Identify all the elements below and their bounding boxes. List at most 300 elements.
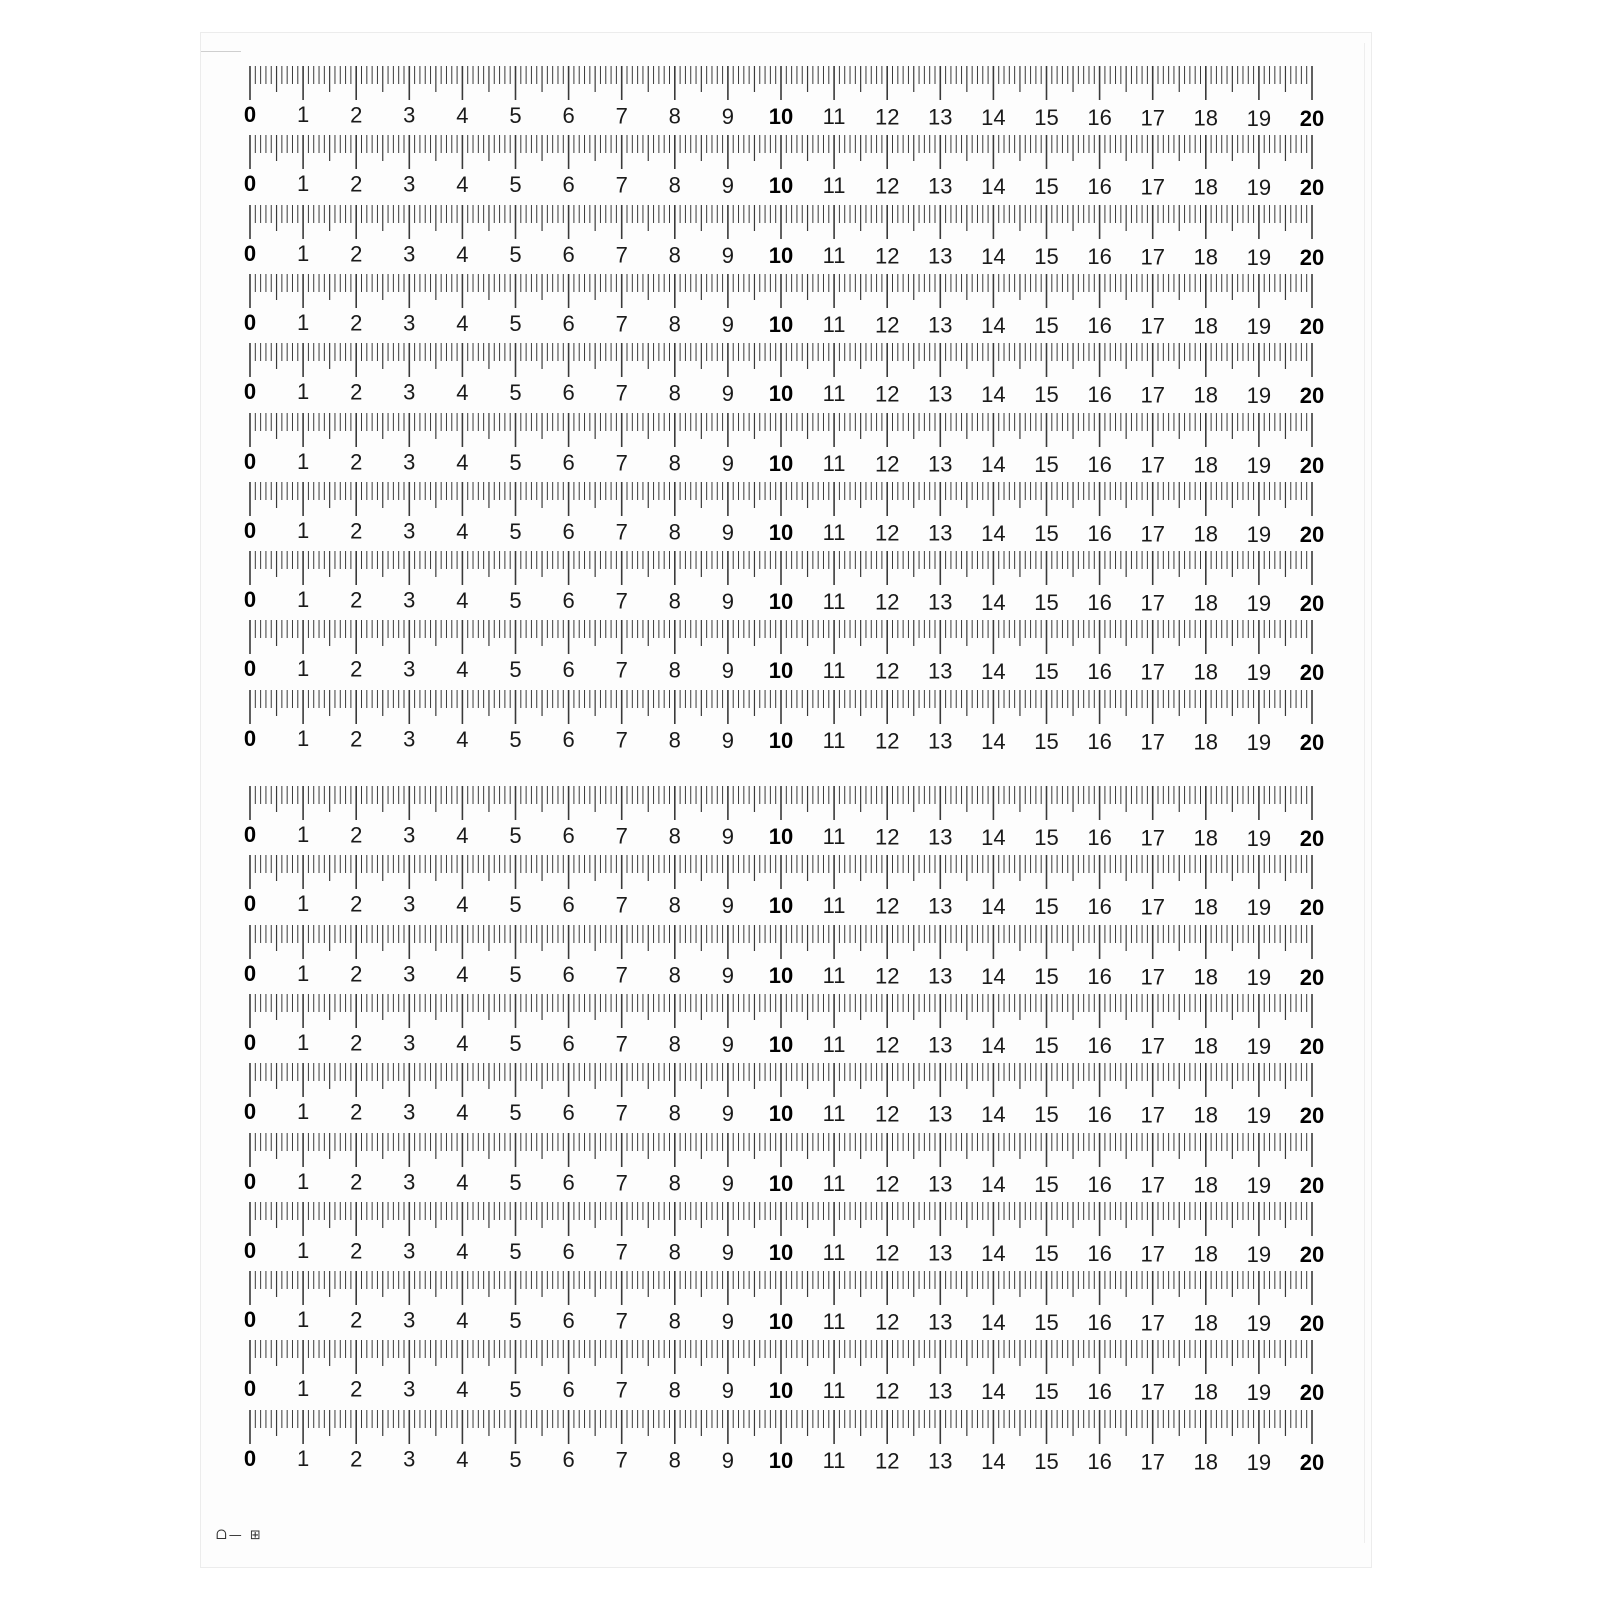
ruler-tick-label: 14: [981, 824, 1006, 850]
ruler: [0, 135, 1600, 205]
ruler-tick-label: 13: [928, 589, 953, 615]
ruler-tick-label: 9: [721, 1031, 735, 1057]
ruler-tick-label: 5: [509, 380, 522, 406]
ruler-tick-label: 9: [721, 103, 735, 129]
ruler-scale: [0, 205, 1600, 275]
ruler-tick-label: 11: [822, 1378, 846, 1404]
ruler-tick-label: 20: [1299, 591, 1325, 617]
ruler-tick-label: 15: [1034, 243, 1059, 269]
ruler-tick-label: 11: [822, 519, 846, 545]
ruler-tick-label: 3: [403, 1238, 416, 1264]
ruler-tick-label: 4: [456, 892, 469, 918]
ruler-tick-label: 7: [615, 657, 628, 683]
ruler-tick-label: 17: [1140, 659, 1165, 685]
ruler-tick-label: 10: [768, 104, 794, 129]
ruler-tick-label: 20: [1299, 1033, 1325, 1059]
ruler-tick-label: 15: [1034, 590, 1059, 616]
ruler-tick-label: 1: [296, 1445, 310, 1471]
ruler-tick-label: 6: [562, 241, 575, 267]
ruler-tick-label: 20: [1299, 106, 1325, 131]
ruler-tick-label: 0: [243, 1168, 257, 1194]
ruler-tick-label: 4: [456, 587, 469, 613]
ruler-tick-label: 10: [768, 311, 794, 337]
ruler-tick-label: 8: [668, 727, 681, 753]
ruler-tick-label: 19: [1246, 1380, 1272, 1406]
ruler-tick-label: 8: [668, 892, 681, 918]
ruler: [0, 1202, 1600, 1272]
ruler-tick-label: 10: [768, 1309, 794, 1335]
ruler: [0, 482, 1600, 552]
ruler-tick-label: 8: [668, 450, 681, 476]
ruler-tick-label: 1: [296, 1099, 310, 1125]
ruler-tick-label: 7: [615, 1031, 628, 1057]
ruler-tick-label: 9: [721, 173, 735, 199]
ruler-tick-label: 13: [928, 451, 953, 477]
ruler-tick-label: 19: [1246, 895, 1272, 921]
ruler-tick-label: 5: [509, 657, 522, 683]
ruler-tick-label: 2: [350, 171, 363, 197]
ruler-tick-label: 0: [243, 656, 257, 682]
ruler: [0, 343, 1600, 413]
ruler-tick-label: 5: [509, 726, 522, 752]
ruler-tick-label: 2: [350, 310, 363, 336]
ruler-tick-label: 4: [456, 1099, 469, 1125]
ruler-scale: [0, 1202, 1600, 1272]
ruler-tick-label: 6: [562, 1308, 575, 1334]
ruler-tick-label: 17: [1140, 590, 1165, 616]
ruler-tick-label: 12: [874, 962, 900, 988]
ruler-tick-label: 3: [403, 379, 416, 405]
ruler-tick-label: 8: [668, 823, 681, 849]
ruler-tick-label: 12: [874, 381, 900, 407]
ruler-tick-label: 4: [456, 518, 469, 544]
ruler-tick-label: 3: [403, 102, 416, 128]
ruler-tick-label: 19: [1246, 590, 1272, 616]
ruler-tick-label: 19: [1246, 1033, 1272, 1059]
ruler: [0, 1063, 1600, 1133]
ruler-tick-label: 0: [243, 171, 257, 197]
ruler-tick-label: 11: [822, 824, 846, 850]
ruler-tick-label: 19: [1246, 452, 1272, 478]
ruler-tick-label: 4: [456, 379, 469, 405]
ruler-tick-label: 0: [243, 1445, 257, 1471]
ruler-tick-label: 10: [768, 1239, 794, 1265]
ruler-tick-label: 14: [981, 451, 1006, 477]
ruler-tick-label: 14: [981, 1379, 1006, 1405]
ruler-tick-label: 20: [1299, 1449, 1325, 1475]
ruler-tick-label: 3: [403, 171, 416, 197]
ruler-tick-label: 20: [1299, 1241, 1325, 1267]
ruler-tick-label: 20: [1299, 895, 1325, 921]
ruler-tick-label: 13: [928, 104, 953, 130]
ruler-tick-label: 13: [928, 1448, 953, 1474]
ruler-tick-label: 13: [928, 1101, 953, 1127]
ruler-tick-label: 6: [562, 1100, 575, 1126]
ruler-tick-label: 0: [243, 240, 257, 266]
ruler-tick-label: 10: [768, 962, 794, 988]
ruler-tick-label: 13: [928, 1032, 953, 1058]
ruler-tick-label: 15: [1034, 1032, 1059, 1058]
ruler-tick-label: 0: [243, 1029, 257, 1055]
ruler-tick-label: 17: [1140, 105, 1165, 131]
ruler-tick-label: 16: [1087, 520, 1112, 546]
ruler-tick-label: 7: [615, 449, 628, 475]
ruler: [0, 1133, 1600, 1203]
ruler-tick-label: 13: [928, 728, 953, 754]
ruler-tick-label: 2: [350, 1307, 363, 1333]
ruler-tick-label: 10: [768, 1378, 794, 1404]
ruler-tick-label: 3: [403, 518, 416, 544]
ruler-tick-label: 5: [509, 241, 522, 267]
ruler-tick-label: 18: [1193, 244, 1219, 270]
ruler-tick-label: 10: [768, 824, 794, 849]
ruler-tick-label: 14: [981, 894, 1006, 920]
ruler-tick-label: 18: [1193, 521, 1219, 547]
ruler-scale: [0, 994, 1600, 1064]
ruler-tick-label: 4: [456, 102, 469, 128]
ruler-tick-label: 16: [1087, 963, 1112, 989]
ruler-scale: [0, 1271, 1600, 1341]
ruler-tick-label: 6: [562, 311, 575, 337]
ruler-tick-label: 20: [1299, 1103, 1325, 1129]
ruler-tick-label: 14: [981, 243, 1006, 269]
ruler-tick-label: 12: [874, 1378, 900, 1404]
ruler-tick-label: 6: [562, 1031, 575, 1057]
ruler-tick-label: 15: [1034, 894, 1059, 920]
ruler-tick-label: 4: [456, 961, 469, 987]
ruler-tick-label: 17: [1140, 963, 1165, 989]
ruler-tick-label: 16: [1087, 1448, 1112, 1474]
ruler-tick-label: 10: [768, 893, 794, 919]
ruler-scale: [0, 855, 1600, 925]
ruler-tick-label: 20: [1299, 383, 1325, 409]
ruler-tick-label: 10: [768, 1170, 794, 1196]
ruler-tick-label: 10: [768, 381, 794, 407]
ruler-tick-label: 9: [721, 1170, 735, 1196]
ruler-tick-label: 8: [668, 311, 681, 337]
ruler-tick-label: 19: [1246, 521, 1272, 547]
ruler-tick-label: 13: [928, 1309, 953, 1335]
ruler-tick-label: 9: [721, 588, 735, 614]
ruler: [0, 66, 1600, 136]
ruler-tick-label: 12: [874, 728, 900, 754]
ruler-tick-label: 5: [509, 449, 522, 475]
ruler-tick-label: 2: [350, 1030, 363, 1056]
ruler-tick-label: 8: [668, 1170, 681, 1196]
ruler-tick-label: 12: [874, 893, 900, 919]
ruler-tick-label: 15: [1034, 1379, 1059, 1405]
ruler-tick-label: 2: [350, 1099, 363, 1125]
ruler-tick-label: 4: [456, 726, 469, 752]
ruler-tick-label: 2: [350, 822, 363, 848]
ruler-tick-label: 20: [1299, 244, 1325, 270]
ruler-scale: [0, 482, 1600, 552]
ruler-tick-label: 8: [668, 1447, 681, 1473]
ruler-tick-label: 16: [1087, 451, 1112, 477]
ruler-tick-label: 6: [562, 657, 575, 683]
ruler-tick-label: 6: [562, 726, 575, 752]
ruler: [0, 1410, 1600, 1480]
ruler-tick-label: 12: [874, 242, 900, 268]
ruler-tick-label: 11: [822, 727, 846, 753]
ruler-tick-label: 8: [668, 380, 681, 406]
ruler-tick-label: 17: [1140, 894, 1165, 920]
ruler-tick-label: 10: [768, 589, 794, 615]
ruler-tick-label: 14: [981, 963, 1006, 989]
ruler-tick-label: 18: [1193, 1172, 1219, 1198]
ruler-tick-label: 4: [456, 1377, 469, 1403]
ruler-tick-label: 15: [1034, 105, 1059, 130]
ruler-scale: [0, 413, 1600, 483]
ruler-tick-label: 11: [822, 312, 846, 338]
ruler-tick-label: 1: [296, 171, 310, 197]
ruler-tick-label: 3: [403, 961, 416, 987]
ruler-tick-label: 15: [1034, 1171, 1059, 1197]
ruler-tick-label: 16: [1087, 590, 1112, 616]
ruler-tick-label: 6: [562, 380, 575, 406]
ruler-tick-label: 0: [243, 891, 257, 917]
ruler-tick-label: 14: [981, 104, 1006, 130]
ruler-tick-label: 2: [350, 518, 363, 544]
ruler-tick-label: 14: [981, 312, 1006, 338]
ruler-tick-label: 9: [721, 450, 735, 476]
ruler-tick-label: 14: [981, 659, 1006, 685]
ruler-tick-label: 7: [615, 241, 628, 267]
ruler-tick-label: 13: [928, 312, 953, 338]
ruler-tick-label: 5: [509, 1377, 522, 1403]
ruler-tick-label: 7: [615, 588, 628, 614]
ruler-tick-label: 12: [874, 450, 900, 476]
ruler-tick-label: 15: [1034, 451, 1059, 477]
ruler-tick-label: 12: [874, 1240, 900, 1266]
ruler-tick-label: 11: [822, 658, 846, 684]
ruler-tick-label: 13: [928, 658, 953, 684]
ruler-tick-label: 14: [981, 589, 1006, 615]
ruler-tick-label: 13: [928, 963, 953, 989]
ruler: [0, 620, 1600, 690]
ruler-tick-label: 19: [1246, 244, 1272, 270]
ruler-tick-label: 3: [403, 822, 416, 848]
ruler-tick-label: 20: [1299, 521, 1325, 547]
ruler-tick-label: 15: [1034, 382, 1059, 408]
ruler-tick-label: 11: [822, 104, 846, 130]
ruler-tick-label: 6: [562, 172, 575, 198]
ruler-tick-label: 2: [350, 1168, 363, 1194]
ruler-tick-label: 7: [615, 311, 628, 337]
ruler-tick-label: 13: [928, 893, 953, 919]
ruler-tick-label: 16: [1087, 728, 1112, 754]
ruler-tick-label: 1: [296, 822, 310, 848]
ruler-tick-label: 3: [403, 1169, 416, 1195]
ruler-tick-label: 12: [874, 520, 900, 546]
ruler-scale: [0, 1063, 1600, 1133]
ruler: [0, 551, 1600, 621]
ruler: [0, 413, 1600, 483]
ruler-tick-label: 14: [981, 1309, 1006, 1335]
ruler-tick-label: 12: [874, 658, 900, 684]
ruler-tick-label: 10: [768, 519, 794, 545]
ruler-tick-label: 8: [668, 1031, 681, 1057]
ruler-tick-label: 11: [822, 1447, 846, 1473]
ruler-tick-label: 12: [874, 104, 900, 130]
ruler-tick-label: 12: [874, 312, 900, 338]
ruler-tick-label: 7: [615, 892, 628, 918]
sheet-edge-line: [201, 51, 241, 52]
ruler-tick-label: 4: [456, 1030, 469, 1056]
ruler-tick-label: 20: [1299, 729, 1325, 755]
ruler-tick-label: 6: [562, 449, 575, 475]
ruler-tick-label: 4: [456, 1169, 469, 1195]
ruler-tick-label: 11: [822, 1309, 846, 1335]
ruler-tick-label: 15: [1034, 1240, 1059, 1266]
ruler-tick-label: 3: [403, 1446, 416, 1472]
ruler-tick-label: 14: [981, 520, 1006, 546]
ruler-tick-label: 5: [509, 961, 522, 987]
ruler-tick-label: 7: [615, 1239, 628, 1265]
ruler-tick-label: 17: [1140, 1171, 1165, 1197]
ruler-tick-label: 11: [822, 381, 846, 407]
ruler-tick-label: 11: [822, 589, 846, 615]
ruler-tick-label: 8: [668, 1308, 681, 1334]
ruler-tick-label: 19: [1246, 382, 1272, 408]
ruler-tick-label: 15: [1034, 1102, 1059, 1128]
ruler-tick-label: 17: [1140, 243, 1165, 269]
ruler-tick-label: 9: [721, 242, 735, 268]
ruler-tick-label: 6: [562, 1238, 575, 1264]
ruler-tick-label: 4: [456, 1238, 469, 1264]
ruler-tick-label: 16: [1087, 1310, 1112, 1336]
ruler-tick-label: 11: [822, 450, 846, 476]
ruler-tick-label: 4: [456, 822, 469, 848]
ruler-tick-label: 16: [1087, 243, 1112, 269]
ruler-tick-label: 1: [296, 240, 310, 266]
ruler-tick-label: 8: [668, 588, 681, 614]
ruler-tick-label: 11: [822, 242, 846, 268]
ruler-tick-label: 15: [1034, 174, 1059, 200]
ruler-tick-label: 3: [403, 656, 416, 682]
ruler-tick-label: 5: [509, 172, 522, 198]
ruler: [0, 994, 1600, 1064]
ruler-tick-label: 5: [509, 1238, 522, 1264]
ruler-tick-label: 2: [350, 1446, 363, 1472]
ruler-tick-label: 18: [1193, 1310, 1219, 1336]
ruler-tick-label: 20: [1299, 452, 1325, 478]
ruler-tick-label: 14: [981, 728, 1006, 754]
ruler-tick-label: 1: [296, 310, 310, 336]
ruler-tick-label: 18: [1193, 1033, 1219, 1059]
ruler-tick-label: 18: [1193, 1102, 1219, 1128]
ruler-tick-label: 10: [768, 1031, 794, 1057]
ruler-tick-label: 6: [562, 588, 575, 614]
ruler-tick-label: 18: [1193, 105, 1219, 131]
ruler-tick-label: 6: [562, 961, 575, 987]
ruler-tick-label: 10: [768, 173, 794, 199]
ruler-scale: [0, 1410, 1600, 1480]
ruler: [0, 1340, 1600, 1410]
ruler-tick-label: 3: [403, 1099, 416, 1125]
ruler-tick-label: 16: [1087, 105, 1112, 131]
ruler-tick-label: 0: [243, 1099, 257, 1125]
ruler-tick-label: 8: [668, 1100, 681, 1126]
ruler-tick-label: 7: [615, 1447, 628, 1473]
ruler-tick-label: 11: [822, 1170, 846, 1196]
ruler-tick-label: 7: [615, 380, 628, 406]
ruler-scale: [0, 620, 1600, 690]
ruler-tick-label: 9: [721, 380, 735, 406]
ruler-tick-label: 7: [615, 519, 628, 545]
ruler-tick-label: 2: [350, 726, 363, 752]
ruler-tick-label: 1: [296, 656, 310, 682]
ruler-tick-label: 19: [1246, 1449, 1272, 1475]
ruler-tick-label: 16: [1087, 313, 1112, 339]
ruler-scale: [0, 1340, 1600, 1410]
ruler-tick-label: 4: [456, 657, 469, 683]
ruler-tick-label: 11: [822, 1101, 846, 1127]
ruler-tick-label: 5: [509, 1446, 522, 1472]
ruler-tick-label: 18: [1193, 894, 1219, 920]
ruler-tick-label: 1: [296, 379, 310, 405]
ruler-tick-label: 1: [296, 102, 310, 128]
ruler-tick-label: 18: [1193, 452, 1219, 478]
ruler-tick-label: 15: [1034, 1448, 1059, 1474]
ruler-tick-label: 2: [350, 102, 363, 128]
ruler: [0, 925, 1600, 995]
ruler-tick-label: 17: [1140, 451, 1165, 477]
ruler-tick-label: 9: [721, 311, 735, 337]
ruler-tick-label: 3: [403, 1030, 416, 1056]
ruler-tick-label: 20: [1299, 1311, 1325, 1337]
ruler-tick-label: 4: [456, 172, 469, 198]
ruler-tick-label: 17: [1140, 1033, 1165, 1059]
ruler-tick-label: 0: [243, 822, 257, 847]
ruler-tick-label: 4: [456, 449, 469, 475]
ruler-tick-label: 9: [721, 1239, 735, 1265]
ruler-tick-label: 7: [615, 1169, 628, 1195]
ruler-tick-label: 18: [1193, 1449, 1219, 1475]
ruler-tick-label: 1: [296, 1168, 310, 1194]
ruler-tick-label: 7: [615, 1377, 628, 1403]
ruler-tick-label: 19: [1246, 1310, 1272, 1336]
ruler-tick-label: 15: [1034, 520, 1059, 546]
ruler-tick-label: 5: [509, 892, 522, 918]
ruler-tick-label: 2: [350, 891, 363, 917]
ruler-tick-label: 19: [1246, 1241, 1272, 1267]
ruler: [0, 274, 1600, 344]
ruler-tick-label: 7: [615, 823, 628, 849]
ruler-tick-label: 2: [350, 1238, 363, 1264]
ruler-scale: [0, 66, 1600, 136]
ruler-tick-label: 18: [1193, 590, 1219, 616]
ruler-tick-label: 9: [721, 823, 735, 849]
ruler-tick-label: 11: [822, 1239, 846, 1265]
ruler-tick-label: 5: [509, 310, 522, 336]
ruler-tick-label: 3: [403, 310, 416, 336]
ruler-tick-label: 9: [721, 1378, 735, 1404]
ruler-tick-label: 0: [243, 309, 257, 335]
ruler-tick-label: 10: [768, 658, 794, 684]
ruler-tick-label: 11: [822, 1032, 846, 1058]
ruler-tick-label: 17: [1140, 521, 1165, 547]
ruler-tick-label: 10: [768, 450, 794, 476]
ruler-tick-label: 5: [509, 588, 522, 614]
ruler-tick-label: 13: [928, 824, 953, 850]
ruler-tick-label: 6: [562, 1446, 575, 1472]
ruler-tick-label: 14: [981, 381, 1006, 407]
ruler-tick-label: 13: [928, 243, 953, 269]
ruler-tick-label: 2: [350, 656, 363, 682]
ruler-tick-label: 8: [668, 657, 681, 683]
ruler-tick-label: 0: [243, 960, 257, 986]
